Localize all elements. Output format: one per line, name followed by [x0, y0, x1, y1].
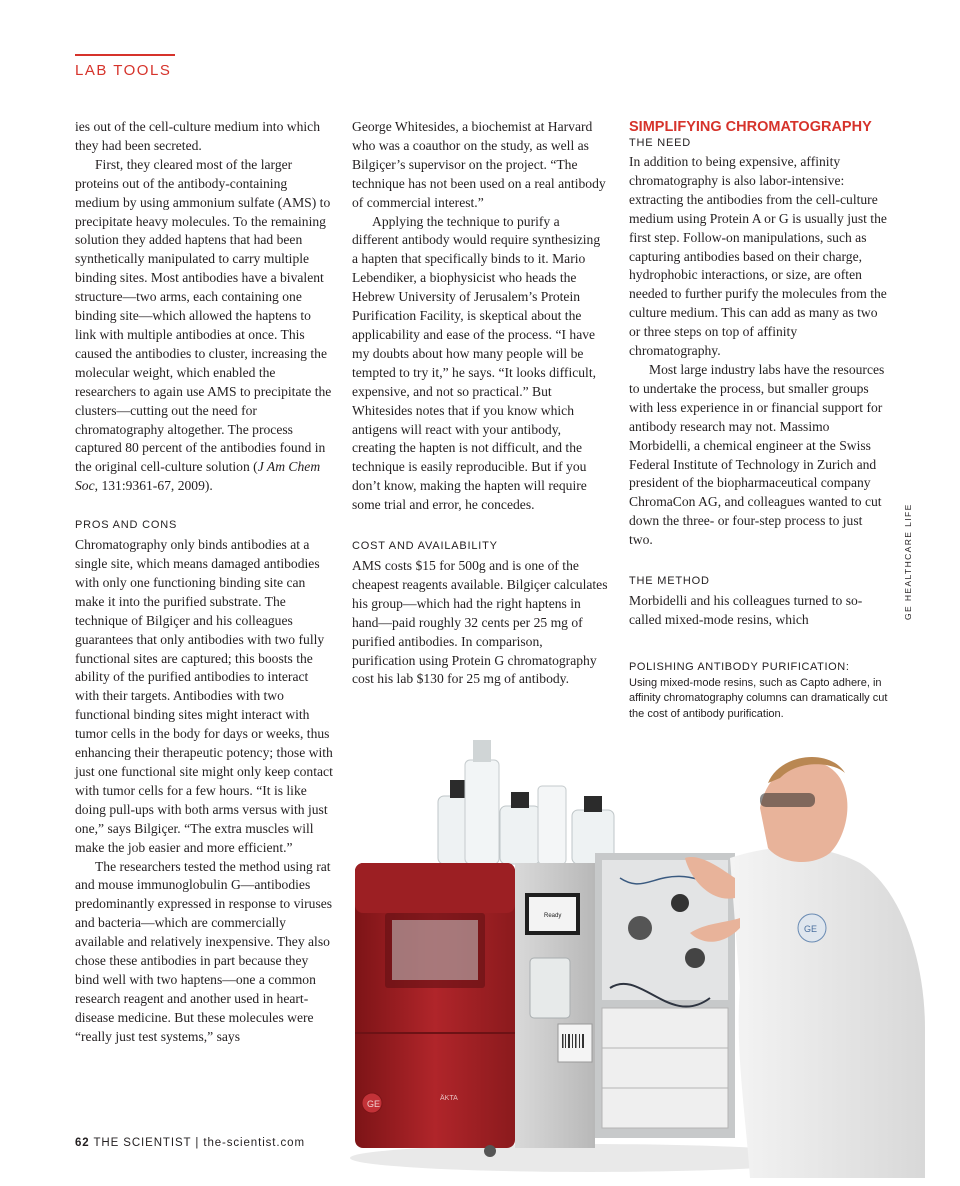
- sidebar-heading: SIMPLIFYING CHROMATOGRAPHY: [629, 119, 872, 135]
- col2-paragraph-2: Applying the technique to purify a different antibody would require synthesizing a hapten that specifically binds to it. Mario Lebendiker, a biophysicist who heads the Hebrew University of Jerusalem’s Protein Purification Facility, is skeptical about the applicability and ease of the process. “I have my doubts about how many people will be tempted to try it,” he says. “It looks difficult, expensive, and not so practical.” But Whitesides notes that if you know which antigens will react with your antibody, creating the hapten is not difficult, and the technique is easily reproducible. But if you don’t know, making the hapten will require some trial and error, he concedes.: [352, 213, 601, 513]
- col1-paragraph-2-end: , 131:9361-67, 2009).: [94, 478, 213, 494]
- page-number: 62: [75, 1137, 90, 1149]
- col3-paragraph-2: Most large industry labs have the resources to undertake the process, but smaller groups with less experience in or financial support for antibody research may not. Massimo Morbidelli, a chemical engineer at the Swiss Federal Institute of Technology in Zurich and president of the biopharmaceutical company ChromaCon AG, and colleagues wanted to cut down the three- or four-step process to just two.: [629, 361, 885, 548]
- column-3: [629, 118, 887, 630]
- coat-logo: GE: [804, 924, 818, 934]
- photo-credit: GE HEALTHCARE LIFE: [903, 503, 913, 620]
- header-rule: [75, 54, 175, 56]
- col2-paragraph-1: George Whitesides, a biochemist at Harvard who was a coauthor on the study, as well as Bilgiçer’s supervisor on the project. “The technique has not been used on a real antibody of commercial interest.”: [352, 119, 606, 210]
- subhead-pros-and-cons: PROS AND CONS: [75, 519, 178, 532]
- caption-heading: POLISHING ANTIBODY PURIFICATION:: [629, 661, 850, 673]
- reagent-bottles: [438, 740, 614, 864]
- lab-photo: [340, 728, 930, 1178]
- subhead-the-need: THE NEED: [629, 137, 692, 149]
- col2-paragraph-3: AMS costs $15 for 500g and is one of the cheapest reagents available. Bilgiçer calculates his group—which had the right haptens in hand—paid roughly 32 cents per 25 mg of purified antibodies. In comparison, purification using Protein G chromatography cost his lab $130 for 25 mg of antibody.: [352, 558, 608, 687]
- caption-text: Using mixed-mode resins, such as Capto adhere, in affinity chromatography columns can dramatically cut the cost of antibody purification.: [629, 676, 888, 720]
- col1-paragraph-1: ies out of the cell-culture medium into which they had been secreted.: [75, 119, 320, 153]
- col1-paragraph-2-text: First, they cleared most of the larger proteins out of the antibody-containing medium by using ammonium sulfate (AMS) to precipitate heavy molecules. To the remaining solution they added haptens that had been synthetically manipulated to carry multiple binding sites. Most antibodies have a bivalent structure—two arms, each containing one binding site—which allowed the haptens to link with multiple antibodies at once. This caused the antibodies to cluster, increasing the molecular weight, which enabled the researchers to again use AMS to precipitate the clusters—cutting out the need for chromatography altogether. The process captured 80 percent of the antibodies found in the original cell-culture solution (: [75, 156, 332, 475]
- col3-paragraph-3: Morbidelli and his colleagues turned to so-called mixed-mode resins, which: [629, 593, 863, 627]
- section-tag: LAB TOOLS: [75, 62, 172, 79]
- brand-label: ÄKTA: [440, 1095, 458, 1102]
- screen-ready-label: Ready: [544, 913, 562, 919]
- subhead-cost-and-availability: COST AND AVAILABILITY: [352, 540, 498, 553]
- magazine-name: THE SCIENTIST: [93, 1137, 192, 1149]
- column-2: [352, 118, 608, 689]
- column-1: [75, 118, 333, 1047]
- ge-logo: GE: [367, 1099, 381, 1109]
- col1-paragraph-2: [75, 156, 333, 496]
- footer-separator: |: [195, 1137, 200, 1149]
- chromatography-system: [355, 853, 735, 1157]
- col1-paragraph-4: The researchers tested the method using rat and mouse immunoglobulin G—antibodies predominantly expressed in response to viruses and bacteria—which are commercially available and relatively inexpensive. They also chose these antibodies in part because they bind well with two haptens—one a common research reagent and another used in heart-disease medicine. But these molecules were “really just test systems,” says: [75, 858, 333, 1044]
- website: the-scientist.com: [203, 1137, 305, 1149]
- col1-paragraph-3: Chromatography only binds antibodies at a single site, which means damaged antibodies with only one functioning binding site can make it into the purified substrate. The technique of Bilgiçer and his colleagues guarantees that only antibodies with two fully functional sites are captured; this boosts the ability of the purified antibodies to interact with their targets. Antibodies with two functional binding sites might interact with tumor cells in the body for days or weeks, thus enhancing their therapeutic potency; those with just one functional site might only keep contact with tumor cells for a few hours. “It is like doing pull-ups with both arms versus with just one,” says Bilgiçer. “The extra muscles will make the job easier and more efficient.”: [75, 537, 333, 855]
- col3-paragraph-1: In addition to being expensive, affinity chromatography is also labor-intensive: extracting the antibodies from the cell-culture medium using Protein A or G is usually just the first step. Follow-on manipulations, such as capturing antibodies based on their charge, hydrophobic interactions, or size, are often needed to further purify the molecules from the culture medium. This can add as many as two or three steps on top of affinity chromatography.: [629, 154, 887, 359]
- subhead-the-method: THE METHOD: [629, 575, 710, 588]
- page-footer: [75, 1137, 305, 1149]
- photo-caption: [629, 660, 889, 722]
- journal-citation: J Am Chem Soc: [75, 459, 321, 494]
